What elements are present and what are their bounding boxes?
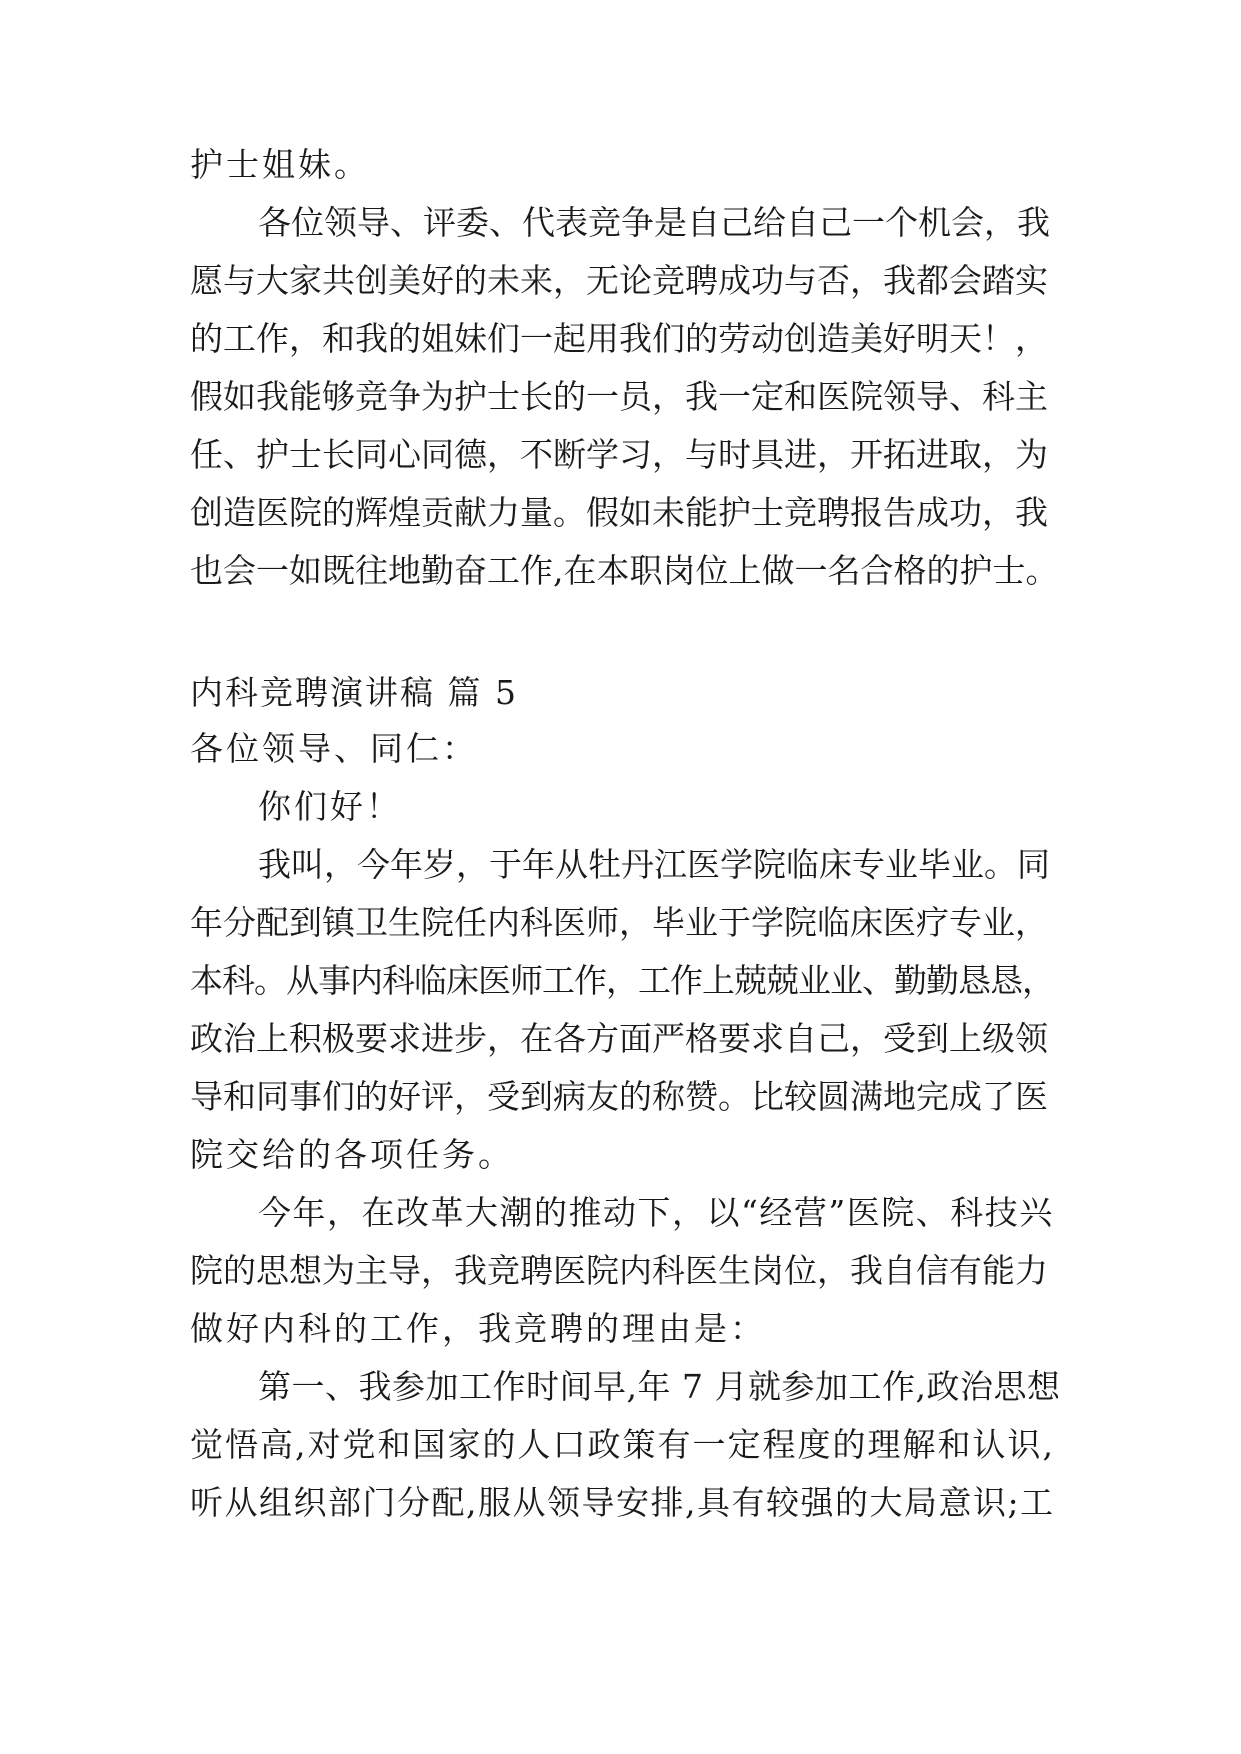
text-line: 我叫，今年岁，于年从牡丹江医学院临床专业毕业。同 — [258, 845, 1050, 884]
text-line: 政治上积极要求进步，在各方面严格要求自己，受到上级领 — [190, 1019, 1048, 1058]
text-line: 任、护士长同心同德，不断学习，与时具进，开拓进取，为 — [190, 435, 1048, 474]
text-line: 本科。从事内科临床医师工作，工作上兢兢业业、勤勤恳恳， — [190, 961, 1054, 1000]
greeting: 你们好！ — [258, 787, 402, 826]
text-line: 觉悟高,对党和国家的人口政策有一定程度的理解和认识, — [190, 1425, 1055, 1464]
text-line: 今年，在改革大潮的推动下，以“经营”医院、科技兴 — [258, 1193, 1054, 1232]
text-line: 院交给的各项任务。 — [190, 1135, 514, 1174]
text-line: 听从组织部门分配,服从领导安排,具有较强的大局意识;工 — [190, 1483, 1055, 1522]
text-line: 各位领导、评委、代表竞争是自己给自己一个机会，我 — [258, 203, 1050, 242]
salutation: 各位领导、同仁： — [190, 729, 478, 768]
text-line: 也会一如既往地勤奋工作,在本职岗位上做一名合格的护士。 — [190, 551, 1059, 590]
text-line: 假如我能够竞争为护士长的一员，我一定和医院领导、科主 — [190, 377, 1048, 416]
text-line: 做好内科的工作，我竞聘的理由是： — [190, 1309, 766, 1348]
text-line: 护士姐妹。 — [190, 145, 370, 184]
text-line: 愿与大家共创美好的未来，无论竞聘成功与否，我都会踏实 — [190, 261, 1048, 300]
text-line: 年分配到镇卫生院任内科医师，毕业于学院临床医疗专业， — [190, 903, 1048, 942]
text-line: 的工作，和我的姐妹们一起用我们的劳动创造美好明天！， — [190, 319, 1048, 358]
text-line: 院的思想为主导，我竞聘医院内科医生岗位，我自信有能力 — [190, 1251, 1048, 1290]
section-title: 内科竞聘演讲稿 篇 5 — [190, 673, 518, 712]
text-line: 第一、我参加工作时间早,年 7 月就参加工作,政治思想 — [258, 1367, 1061, 1406]
text-line: 导和同事们的好评，受到病友的称赞。比较圆满地完成了医 — [190, 1077, 1048, 1116]
text-line: 创造医院的辉煌贡献力量。假如未能护士竞聘报告成功，我 — [190, 493, 1048, 532]
